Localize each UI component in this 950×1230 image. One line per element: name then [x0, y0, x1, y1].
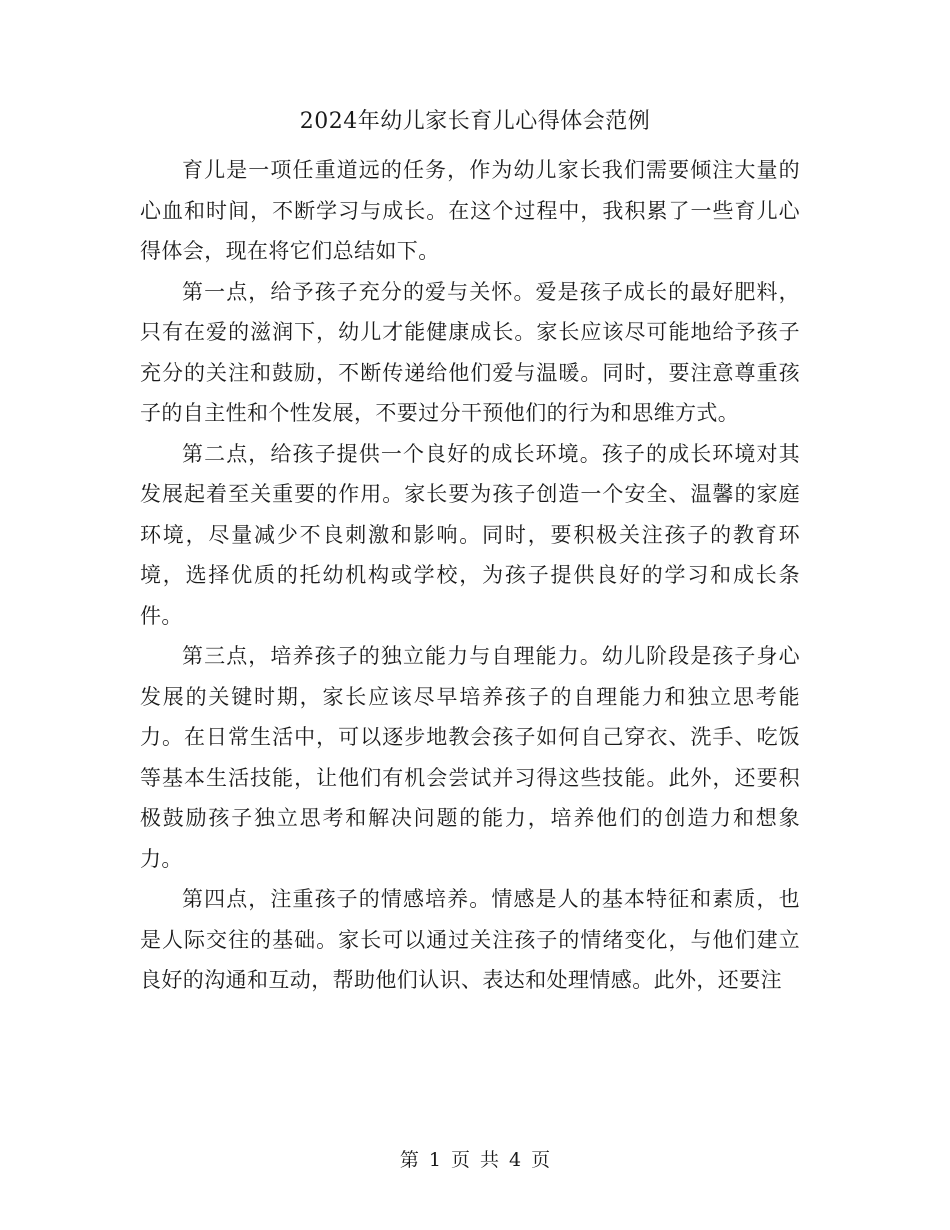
document-title: 2024年幼儿家长育儿心得体会范例	[299, 109, 651, 134]
paragraph-point-2: 第二点，给孩子提供一个良好的成长环境。孩子的成长环境对其发展起着至关重要的作用。家长要为孩子创造一个安全、温馨的家庭环境，尽量减少不良刺激和影响。同时，要积极关注孩子的教育环境，选择优质的托幼机构或学校，为孩子提供良好的学习和成长条件。	[140, 441, 800, 628]
paragraph-point-1: 第一点，给予孩子充分的爱与关怀。爱是孩子成长的最好肥料，只有在爱的滋润下，幼儿才能健康成长。家长应该尽可能地给予孩子充分的关注和鼓励，不断传递给他们爱与温暖。同时，要注意尊重孩子的自主性和个性发展，不要过分干预他们的行为和思维方式。	[140, 279, 800, 425]
paragraph-intro: 育儿是一项任重道远的任务，作为幼儿家长我们需要倾注大量的心血和时间，不断学习与成长。在这个过程中，我积累了一些育儿心得体会，现在将它们总结如下。	[140, 158, 800, 263]
paragraph-point-3: 第三点，培养孩子的独立能力与自理能力。幼儿阶段是孩子身心发展的关键时期，家长应该尽早培养孩子的自理能力和独立思考能力。在日常生活中，可以逐步地教会孩子如何自己穿衣、洗手、吃饭等基本生活技能，让他们有机会尝试并习得这些技能。此外，还要积极鼓励孩子独立思考和解决问题的能力，培养他们的创造力和想象力。	[140, 644, 800, 871]
document-body	[140, 150, 800, 1001]
paragraph-point-4: 第四点，注重孩子的情感培养。情感是人的基本特征和素质，也是人际交往的基础。家长可以通过关注孩子的情绪变化，与他们建立良好的沟通和互动，帮助他们认识、表达和处理情感。此外，还要注	[140, 887, 800, 992]
page-number-footer: 第 1 页 共 4 页	[399, 1149, 551, 1171]
